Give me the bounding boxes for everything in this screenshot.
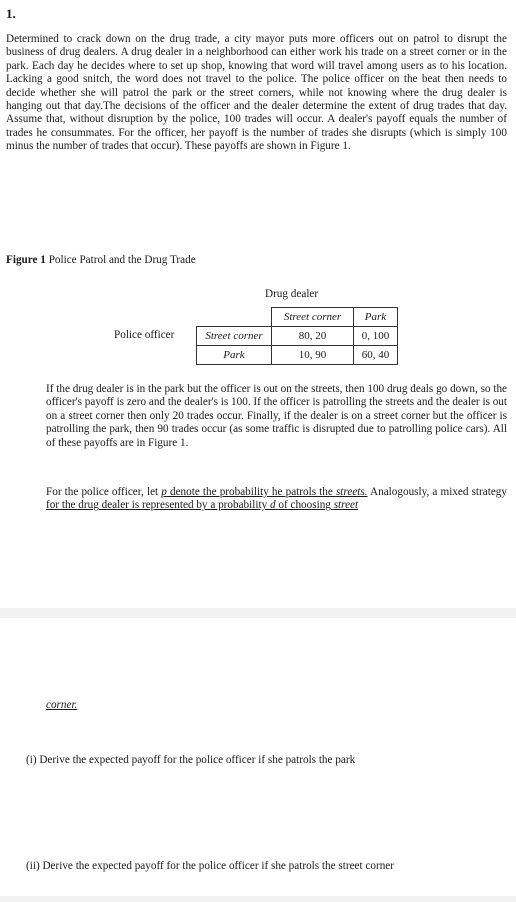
figure-caption-text: Police Patrol and the Drug Trade <box>45 254 196 266</box>
mixed-text-3: Analogously, a mixed strategy <box>367 486 507 498</box>
var-d: d <box>269 499 276 512</box>
payoff-cell: 0, 100 <box>354 327 398 346</box>
streets-word: streets. <box>335 486 368 498</box>
question-ii: (ii) Derive the expected payoff for the police officer if she patrols the street corner <box>26 860 394 872</box>
page-break <box>0 608 516 618</box>
matrix-corner-cell <box>197 308 272 327</box>
figure-caption <box>6 254 196 266</box>
row-header-park: Park <box>197 346 272 365</box>
question-number: 1. <box>6 6 16 21</box>
mixed-text-4: of choosing <box>275 499 334 512</box>
question-i: (i) Derive the expected payoff for the police officer if she patrols the park <box>26 754 356 766</box>
intro-paragraph: Determined to crack down on the drug trade, a city mayor puts more officers out on patrol to disrupt the business of drug dealers. A drug dealer in a neighborhood can either work his trade on a street corner or in the park. Each day he decides where to set up shop, knowing that word will travel among users as to his location. Lacking a good snitch, the word does not travel to the police. The police officer on the beat then needs to decide whether she will patrol the park or the street corners, while not knowing where the drug dealer is hanging out that day.The decisions of the officer and the dealer determine the extent of drug trades that day. Assume that, without disruption by the police, 100 trades will occur. A dealer's payoff equals the number of trades he consummates. For the officer, her payoff is the number of trades she disrupts (which is simply 100 minus the number of trades that occur). These payoffs are shown in Figure 1. <box>6 33 507 153</box>
row-header-street-corner: Street corner <box>197 327 272 346</box>
mixed-text-underlined: for the drug dealer is represented by a probability <box>46 499 270 512</box>
figure-caption-label: Figure 1 <box>6 254 46 266</box>
payoff-row-street-corner <box>197 327 398 346</box>
explanation-paragraph: If the drug dealer is in the park but the officer is out on the streets, then 100 drug deals go down, so the officer's payoff is zero and the dealer's is 100. If the officer is patrolling the streets and the dealer is out on a street corner then only 20 trades occur. Finally, if the dealer is on a street corner but the officer is patrolling the park, then 90 trades occur (as some traffic is disrupted due to patrolling police cars). All of these payoffs are in Figure 1. <box>46 383 508 449</box>
page-bottom-edge <box>0 896 516 902</box>
column-player-label: Drug dealer <box>265 288 319 300</box>
mixed-text-1: For the police officer, let <box>46 486 162 498</box>
var-p: p <box>161 486 167 498</box>
payoff-cell: 10, 90 <box>272 346 354 365</box>
row-player-label: Police officer <box>114 329 175 341</box>
payoff-cell: 80, 20 <box>272 327 354 346</box>
payoff-matrix <box>196 307 398 365</box>
payoff-header-row <box>197 308 398 327</box>
payoff-cell: 60, 40 <box>354 346 398 365</box>
continuation-text: corner. <box>46 699 78 711</box>
col-header-street-corner: Street corner <box>272 308 354 327</box>
mixed-strategy-paragraph <box>46 486 507 513</box>
payoff-row-park <box>197 346 398 365</box>
street-word: street <box>333 499 359 512</box>
mixed-text-2: denote the probability he patrols the <box>166 486 336 498</box>
col-header-park: Park <box>354 308 398 327</box>
